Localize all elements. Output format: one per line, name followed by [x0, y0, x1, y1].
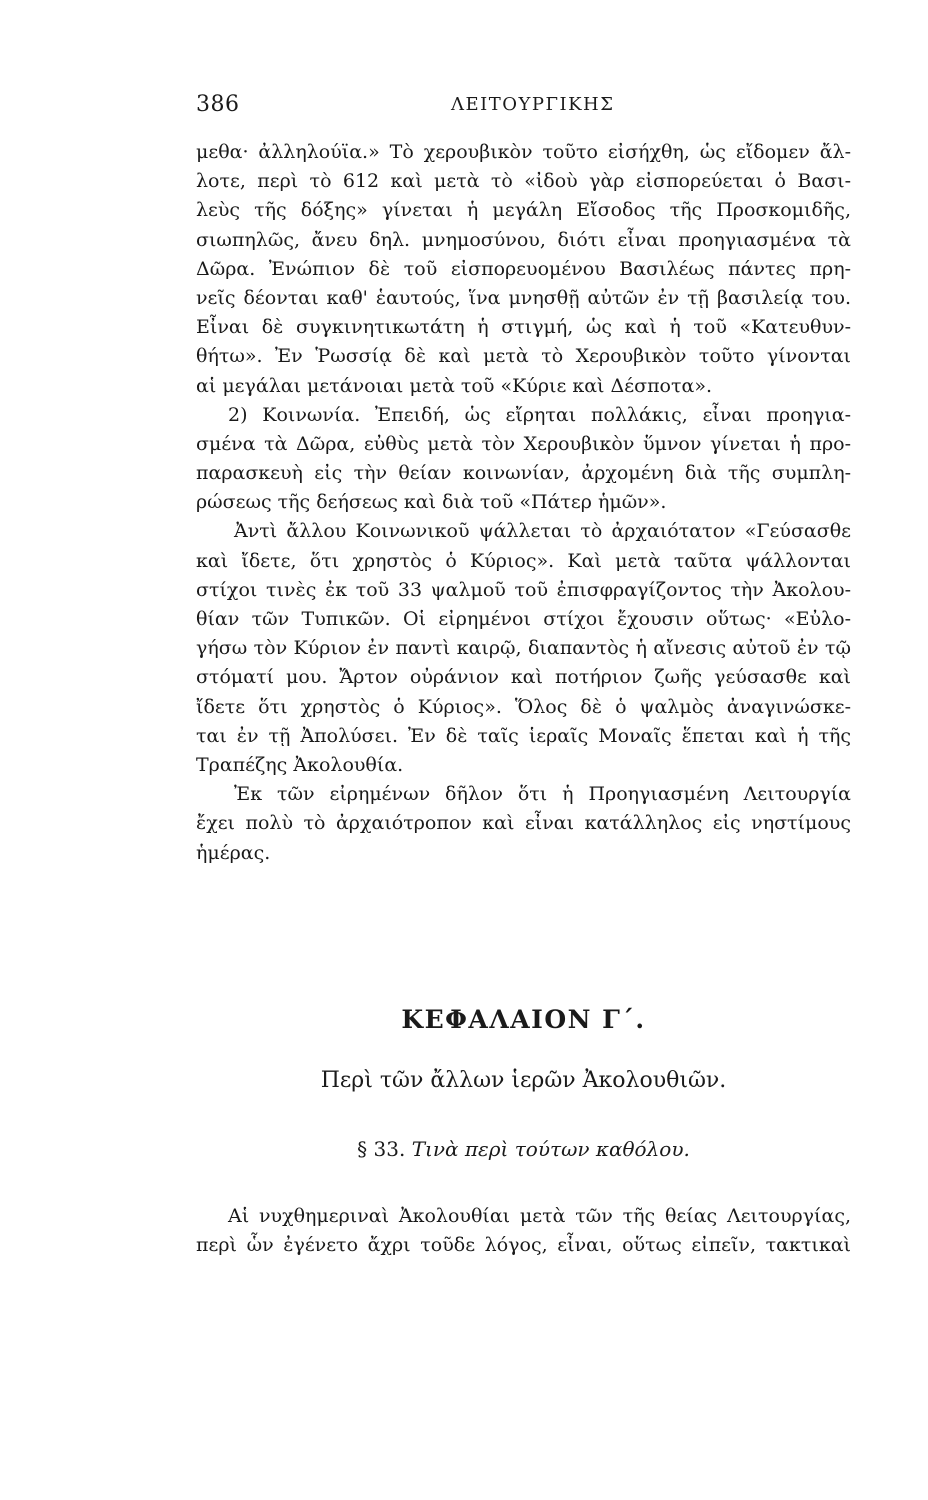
- text-line: Εἶναι δὲ συγκινητικωτάτη ἡ στιγμή, ὡς καὶ ἡ τοῦ «Κατευθυν-: [196, 316, 851, 339]
- page-number: 386: [196, 92, 240, 117]
- text-line: καὶ ἴδετε, ὅτι χρηστὸς ὁ Κύριος». Καὶ μετὰ ταῦτα ψάλλονται: [196, 549, 851, 572]
- text-line: Δῶρα. Ἐνώπιον δὲ τοῦ εἰσπορευομένου Βασιλέως πάντες πρη-: [196, 257, 851, 280]
- text-line: Αἱ νυχθημεριναὶ Ἀκολουθίαι μετὰ τῶν τῆς θείας Λειτουργίας,: [228, 1205, 851, 1227]
- text-line: νεῖς δέονται καθ' ἑαυτούς, ἵνα μνησθῇ αὐτῶν ἐν τῇ βασιλείᾳ του.: [196, 286, 851, 309]
- chapter-subtitle: Περὶ τῶν ἄλλων ἱερῶν Ἀκολουθιῶν.: [320, 1068, 727, 1093]
- text-line: λεὺς τῆς δόξης» γίνεται ἡ μεγάλη Εἴσοδος τῆς Προσκομιδῆς,: [196, 199, 851, 222]
- section-text: [196, 1202, 851, 1260]
- text-line: Ἐκ τῶν εἰρημένων δῆλον ὅτι ἡ Προηγιασμένη Λειτουργία: [234, 783, 851, 806]
- text-line: μεθα· ἀλληλούϊα.» Τὸ χερουβικὸν τοῦτο εἰσήχθη, ὡς εἴδομεν ἄλ-: [196, 141, 851, 163]
- page-header: [196, 92, 851, 132]
- text-line: Ἀντὶ ἄλλου Κοινωνικοῦ ψάλλεται τὸ ἀρχαιότατον «Γεύσασθε: [234, 520, 851, 543]
- text-line: στόματί μου. Ἄρτον οὐράνιον καὶ ποτήριον ζωῆς γεύσασθε καὶ: [196, 666, 851, 689]
- running-title: ΛΕΙΤΟΥΡΓΙΚΗΣ: [451, 94, 615, 115]
- text-line: ἡμέρας.: [196, 841, 271, 864]
- text-line: θήτω». Ἐν Ῥωσσίᾳ δὲ καὶ μετὰ τὸ Χερουβικὸν τοῦτο γίνονται: [196, 345, 851, 368]
- text-line: γήσω τὸν Κύριον ἐν παντὶ καιρῷ, διαπαντὸς ἡ αἴνεσις αὐτοῦ ἐν τῷ: [196, 637, 851, 660]
- text-line: σιωπηλῶς, ἄνευ δηλ. μνημοσύνου, διότι εἶναι προηγιασμένα τὰ: [196, 228, 851, 251]
- section-heading: [196, 1137, 851, 1161]
- section-mark: § 33.: [357, 1137, 406, 1161]
- section-title: Τινὰ περὶ τούτων καθόλου.: [411, 1137, 690, 1161]
- text-line: Τραπέζης Ἀκολουθία.: [196, 753, 404, 776]
- text-line: ἴδετε ὅτι χρηστὸς ὁ Κύριος». Ὅλος δὲ ὁ ψαλμὸς ἀναγινώσκε-: [196, 695, 851, 718]
- text-line: ἔχει πολὺ τὸ ἀρχαιότροπον καὶ εἶναι κατάλληλος εἰς νηστίμους: [196, 812, 851, 835]
- text-line: στίχοι τινὲς ἐκ τοῦ 33 ψαλμοῦ τοῦ ἐπισφραγίζοντος τὴν Ἀκολου-: [196, 578, 851, 601]
- text-line: ται ἐν τῇ Ἀπολύσει. Ἐν δὲ ταῖς ἱεραῖς Μοναῖς ἕπεται καὶ ἡ τῆς: [196, 724, 851, 747]
- text-line: ρώσεως τῆς δεήσεως καὶ διὰ τοῦ «Πάτερ ἡμῶν».: [196, 491, 667, 514]
- text-line: σμένα τὰ Δῶρα, εὐθὺς μετὰ τὸν Χερουβικὸν ὕμνον γίνεται ἡ προ-: [196, 432, 851, 455]
- body-text: [196, 138, 851, 868]
- chapter-title: ΚΕΦΑΛΑΙΟΝ Γ΄.: [401, 1005, 646, 1034]
- text-line: 2) Κοινωνία. Ἐπειδή, ὡς εἴρηται πολλάκις, εἶναι προηγια-: [228, 403, 851, 426]
- text-line: θίαν τῶν Τυπικῶν. Οἱ εἰρημένοι στίχοι ἔχουσιν οὕτως· «Εὐλο-: [196, 608, 851, 630]
- text-line: παρασκευὴ εἰς τὴν θείαν κοινωνίαν, ἀρχομένη διὰ τῆς συμπλη-: [196, 462, 851, 485]
- text-line: αἱ μεγάλαι μετάνοιαι μετὰ τοῦ «Κύριε καὶ Δέσποτα».: [196, 374, 712, 397]
- text-line: περὶ ὧν ἐγένετο ἄχρι τοῦδε λόγος, εἶναι, οὕτως εἰπεῖν, τακτικαὶ: [196, 1234, 851, 1257]
- text-line: λοτε, περὶ τὸ 612 καὶ μετὰ τὸ «ἰδοὺ γὰρ εἰσπορεύεται ὁ Βασι-: [196, 170, 851, 193]
